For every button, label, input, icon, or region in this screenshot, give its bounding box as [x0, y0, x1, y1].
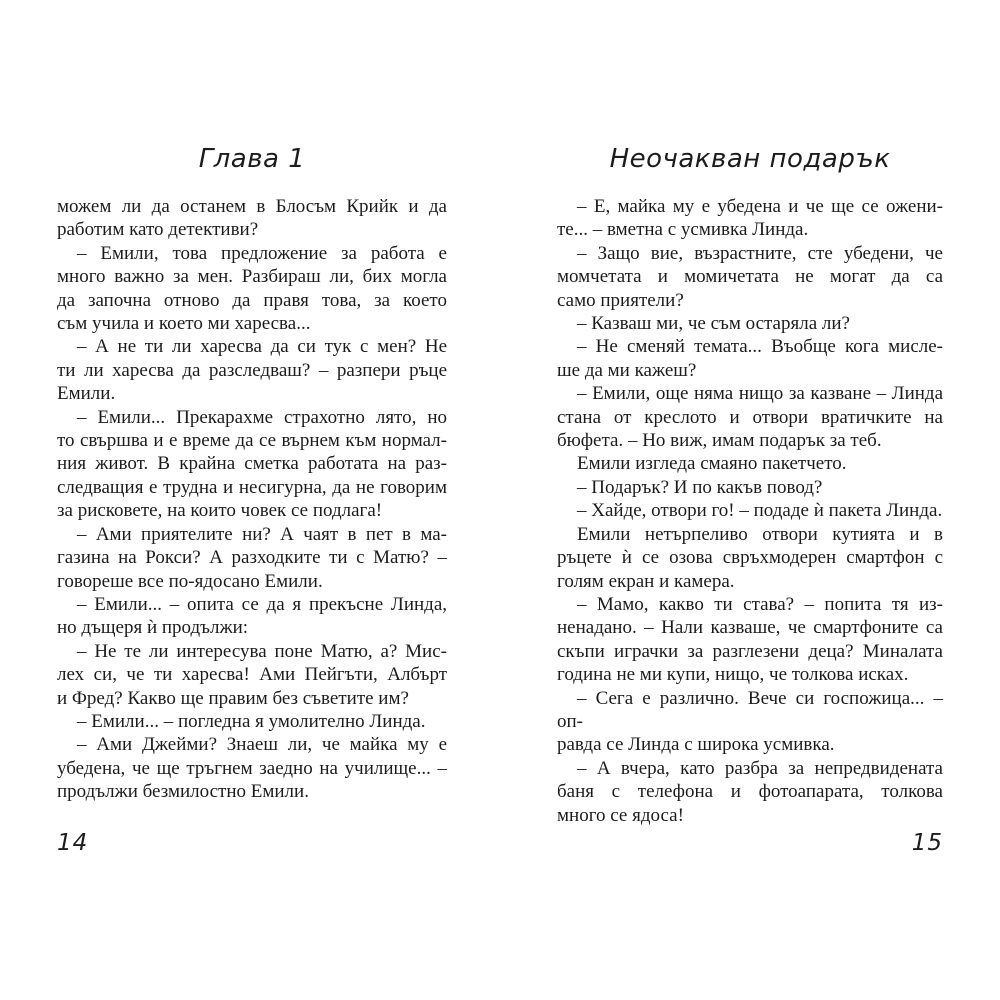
text-line: работим като детективи?	[57, 219, 259, 241]
text-line: – Хайде, отвори го! – подаде ѝ пакета Линда.	[577, 500, 943, 522]
text-line: баня с телефона и фотоапарата, толкова	[557, 781, 943, 803]
text-line: но дъщеря ѝ продължи:	[57, 617, 249, 639]
text-line: – Емили, това предложение за работа е	[77, 242, 447, 264]
page-text-left	[57, 195, 447, 804]
text-line: те... – вметна с усмивка Линда.	[557, 219, 809, 241]
text-line: стана от креслото и отвори вратичките на	[557, 406, 943, 428]
text-line: – Ами приятелите ни? А чаят в пет в ма-	[77, 523, 447, 545]
text-line: – Не те ли интересува поне Матю, а? Мис-	[77, 640, 447, 662]
text-line: следващия е трудна и несигурна, да не говорим	[57, 476, 447, 498]
text-line: много важно за мен. Разбираш ли, бих могла	[57, 266, 447, 288]
text-line: само приятели?	[557, 289, 684, 311]
text-line: газина на Рокси? А разходките ти с Матю? –	[57, 547, 447, 569]
text-line: момчетата и момичетата не могат да са	[557, 266, 943, 288]
text-line: ненадано. – Нали казваше, че смартфоните са	[557, 617, 943, 639]
text-line: бюфета. – Но виж, имам подарък за теб.	[557, 430, 882, 452]
page-number-right: 15	[911, 830, 943, 856]
text-line: – Сега е различно. Вече си госпожица... – оп-	[557, 687, 943, 732]
text-line: Емили.	[57, 383, 116, 405]
text-line: Емили нетърпеливо отвори кутията и в	[577, 523, 943, 545]
text-line: скъпи играчки за разглезени деца? Миналата	[557, 640, 943, 662]
text-line: можем ли да останем в Блосъм Крийк и да	[57, 196, 447, 217]
text-line: – А не ти ли харесва да си тук с мен? Не	[77, 336, 447, 358]
text-line: лех си, че ти харесва! Ами Пейгъти, Албърт	[57, 664, 447, 686]
text-line: година не ми купи, нищо, че толкова исках.	[557, 664, 909, 686]
text-line: то свършва и е време да се върнем към нормал-	[57, 430, 447, 452]
text-line: много се ядоса!	[557, 804, 684, 826]
text-line: – Емили, още няма нищо за казване – Линда	[577, 383, 943, 405]
text-line: за рисковете, на които човек се подлага!	[57, 500, 383, 522]
text-line: Емили изгледа смаяно пакетчето.	[577, 453, 847, 475]
text-line: – Защо вие, възрастните, сте убедени, че	[577, 242, 943, 264]
text-line: съм учила и което ми харесва...	[57, 313, 311, 335]
chapter-heading-right: Неочакван подарък	[609, 144, 891, 174]
text-line: – Подарък? И по какъв повод?	[577, 476, 823, 498]
page-text-right	[557, 195, 943, 827]
text-line: ръцете ѝ се озова свръхмодерен смартфон с	[557, 547, 943, 569]
page-number-left: 14	[57, 830, 89, 856]
text-line: – Емили... – погледна я умолително Линда.	[77, 710, 426, 732]
text-line: и Фред? Какво ще правим без съветите им?	[57, 687, 409, 709]
text-line: ти ли харесва да разследваш? – разпери ръце	[57, 359, 447, 381]
text-line: говореше все по-ядосано Емили.	[57, 570, 323, 592]
text-line: – А вчера, като разбра за непредвидената	[577, 757, 943, 779]
text-line: – Казваш ми, че съм остаряла ли?	[577, 313, 850, 335]
chapter-title: Глава 1	[198, 144, 306, 174]
text-line: – Мамо, какво ти става? – попита тя из-	[577, 593, 943, 615]
text-line: ния живот. В крайна сметка работата на раз-	[57, 453, 447, 475]
text-line: – Ами Джейми? Знаеш ли, че майка му е	[77, 734, 447, 756]
text-line: да започна отново да правя това, за което	[57, 289, 447, 311]
text-line: – Емили... – опита се да я прекъсне Линда,	[77, 593, 447, 615]
text-line: голям екран и камера.	[557, 570, 735, 592]
left-page	[57, 143, 447, 856]
text-line: ше да ми кажеш?	[557, 359, 697, 381]
text-line: равда се Линда с широка усмивка.	[557, 734, 835, 756]
text-line: продължи безмилостно Емили.	[57, 781, 309, 803]
text-line: – Е, майка му е убедена и че ще се ожени-	[577, 196, 943, 217]
text-line: убедена, че ще тръгнем заедно на училище... –	[57, 757, 447, 779]
right-page	[557, 143, 943, 856]
text-line: – Не сменяй темата... Въобще кога мисле-	[577, 336, 943, 358]
text-line: – Емили... Прекарахме страхотно лято, но	[77, 406, 447, 428]
